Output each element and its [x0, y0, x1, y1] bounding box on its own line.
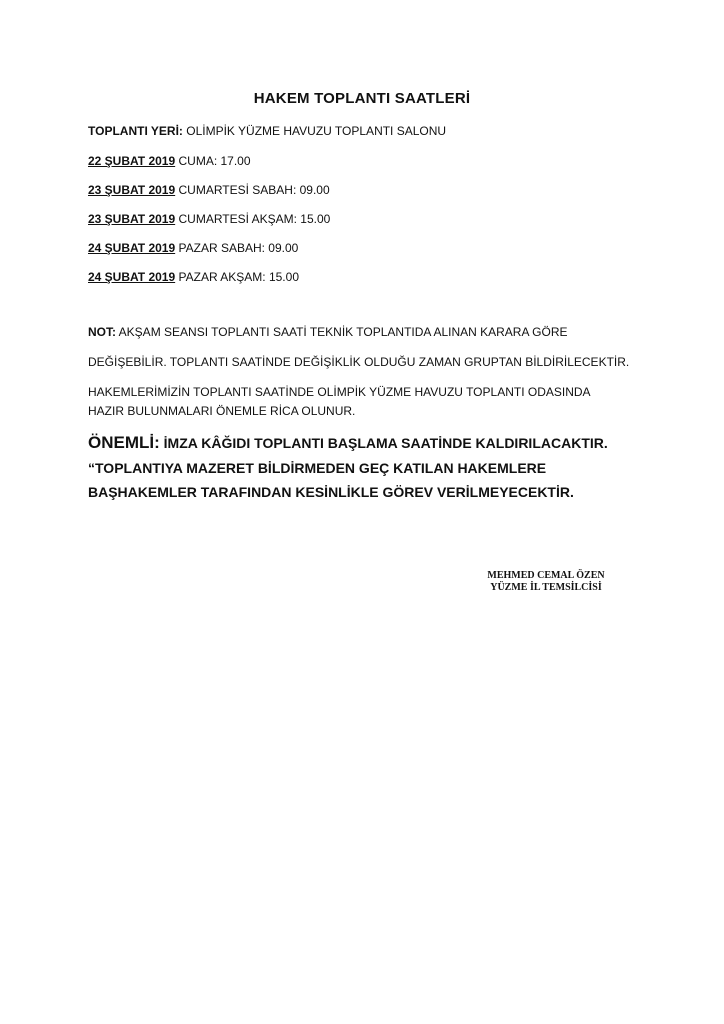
important-line: BAŞHAKEMLER TARAFINDAN KESİNLİKLE GÖREV VERİLMEYECEKTİR. [88, 484, 574, 500]
schedule-item [88, 183, 330, 197]
note-text: AKŞAM SEANSI TOPLANTI SAATİ TEKNİK TOPLANTIDA ALINAN KARARA GÖRE [116, 325, 568, 339]
schedule-date: 23 ŞUBAT 2019 [88, 212, 176, 226]
schedule-item [88, 154, 251, 168]
signature-role: YÜZME İL TEMSİLCİSİ [490, 582, 602, 593]
schedule-date: 24 ŞUBAT 2019 [88, 270, 176, 284]
schedule-time: CUMA: 17.00 [175, 154, 251, 168]
schedule-item [88, 270, 299, 284]
schedule-item [88, 241, 298, 255]
signature-name: MEHMED CEMAL ÖZEN [487, 570, 605, 581]
schedule-time: PAZAR AKŞAM: 15.00 [175, 270, 299, 284]
note-line: DEĞİŞEBİLİR. TOPLANTI SAATİNDE DEĞİŞİKLİK OLDUĞU ZAMAN GRUPTAN BİLDİRİLECEKTİR. [88, 355, 630, 369]
location-label: TOPLANTI YERİ: [88, 124, 183, 138]
location-value: OLİMPİK YÜZME HAVUZU TOPLANTI SALONU [182, 124, 447, 138]
schedule-date: 23 ŞUBAT 2019 [88, 183, 176, 197]
important-line [88, 433, 608, 453]
schedule-time: CUMARTESİ SABAH: 09.00 [175, 183, 330, 197]
schedule-time: PAZAR SABAH: 09.00 [175, 241, 299, 255]
important-text: İMZA KÂĞIDI TOPLANTI BAŞLAMA SAATİNDE KALDIRILACAKTIR. [159, 435, 608, 451]
note-line [88, 325, 567, 339]
schedule-time: CUMARTESİ AKŞAM: 15.00 [175, 212, 331, 226]
important-label: ÖNEMLİ: [88, 433, 160, 452]
document-title: HAKEM TOPLANTI SAATLERİ [253, 90, 471, 107]
meeting-location [88, 124, 446, 138]
schedule-date: 24 ŞUBAT 2019 [88, 241, 176, 255]
note-label: NOT: [88, 325, 116, 339]
important-line: “TOPLANTIYA MAZERET BİLDİRMEDEN GEÇ KATILAN HAKEMLERE [88, 460, 547, 476]
note-line: HAZIR BULUNMALARI ÖNEMLE RİCA OLUNUR. [88, 404, 356, 418]
note-line: HAKEMLERİMİZİN TOPLANTI SAATİNDE OLİMPİK YÜZME HAVUZU TOPLANTI ODASINDA [88, 385, 591, 399]
schedule-date: 22 ŞUBAT 2019 [88, 154, 176, 168]
schedule-item [88, 212, 330, 226]
